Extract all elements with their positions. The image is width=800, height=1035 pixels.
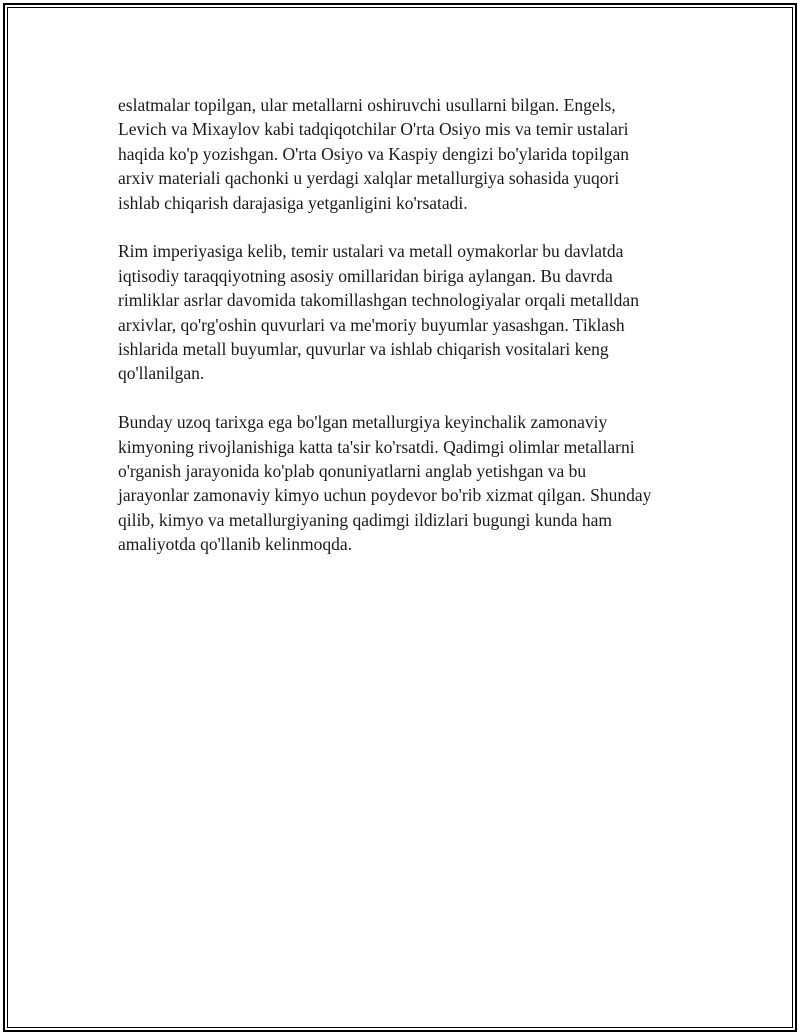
text-line: rimliklar asrlar davomida takomillashgan technologiyalar orqali metalldan (118, 290, 639, 311)
text-line: amaliyotda qo'llanib kelinmoqda. (118, 534, 353, 555)
text-line: Bunday uzoq tarixga ega bo'lgan metallurgiya keyinchalik zamonaviy (118, 412, 608, 433)
paragraph-3 (118, 410, 698, 556)
text-line: Rim imperiyasiga kelib, temir ustalari va metall oymakorlar bu davlatda (118, 241, 624, 262)
text-line: o'rganish jarayonida ko'plab qonuniyatlarni anglab yetishgan va bu (118, 461, 587, 482)
text-line: haqida ko'p yozishgan. O'rta Osiyo va Kaspiy dengizi bo'ylarida topilgan (118, 143, 630, 164)
paragraph-1 (118, 93, 698, 215)
text-line: iqtisodiy taraqqiyotning asosiy omillaridan biriga aylangan. Bu davrda (118, 265, 613, 286)
text-line: kimyoning rivojlanishiga katta ta'sir ko'rsatdi. Qadimgi olimlar metallarni (118, 436, 635, 457)
text-line: qilib, kimyo va metallurgiyaning qadimgi ildizlari bugungi kunda ham (118, 509, 612, 530)
document-body (118, 93, 698, 581)
paragraph-2 (118, 239, 698, 385)
text-line: arxivlar, qo'rg'oshin quvurlari va me'moriy buyumlar yasashgan. Tiklash (118, 314, 625, 335)
text-line: ishlab chiqarish darajasiga yetganligini ko'rsatadi. (118, 192, 468, 213)
text-line: eslatmalar topilgan, ular metallarni oshiruvchi usullarni bilgan. Engels, (118, 95, 616, 115)
text-line: ishlarida metall buyumlar, quvurlar va ishlab chiqarish vositalari keng (118, 339, 609, 360)
text-line: arxiv materiali qachonki u yerdagi xalqlar metallurgiya sohasida yuqori (118, 168, 620, 189)
text-line: qo'llanilgan. (118, 363, 205, 384)
text-line: Levich va Mixaylov kabi tadqiqotchilar O'rta Osiyo mis va temir ustalari (118, 119, 629, 140)
text-line: jarayonlar zamonaviy kimyo uchun poydevor bo'rib xizmat qilgan. Shunday (118, 485, 652, 506)
